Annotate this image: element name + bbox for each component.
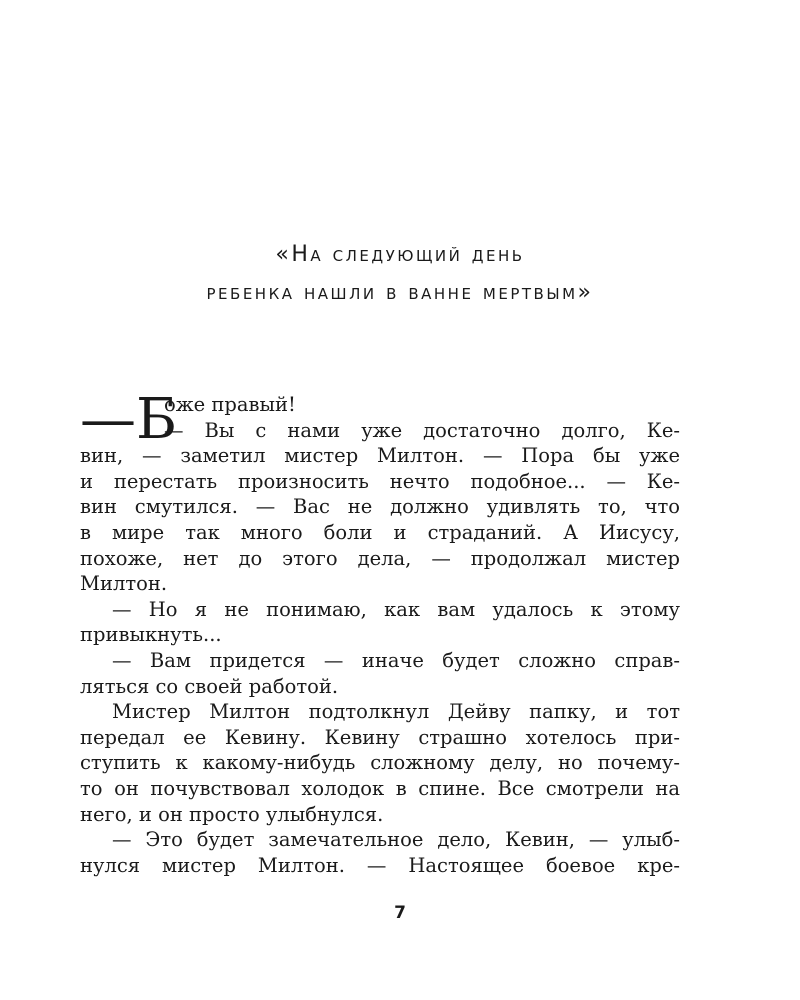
text-line: вин, — заметил мистер Милтон. — Пора бы уже (80, 444, 680, 468)
drop-cap-block (80, 387, 680, 452)
text-line: — Вы с нами уже достаточно долго, Ке- (164, 418, 680, 442)
text-line: передал ее Кевину. Кевину страшно хотелось при- (80, 725, 680, 749)
text-line: — Вам придется — иначе будет сложно справ- (112, 648, 680, 672)
text-line: Мистер Милтон подтолкнул Дейву папку, и тот (112, 700, 680, 724)
text-line: в мире так много боли и страданий. А Иисусу, (80, 520, 680, 544)
text-line: похоже, нет до этого дела, — продолжал мистер (80, 546, 680, 570)
text-line: оже правый! (164, 393, 296, 416)
drop-cap: —Б (80, 387, 178, 452)
text-line: ляться со своей работой. (80, 674, 339, 698)
text-line: то он почувствовал холодок в спине. Все смотрели на (80, 776, 680, 800)
chapter-title-line-1: «На следующий день (275, 242, 525, 267)
text-line: — Это будет замечательное дело, Кевин, — улыб- (112, 828, 680, 852)
text-line: нулся мистер Милтон. — Настоящее боевое кре- (80, 853, 680, 877)
text-line: привыкнуть... (80, 623, 222, 647)
text-line: ступить к какому-нибудь сложному делу, но почему- (80, 751, 680, 775)
chapter-title (0, 236, 800, 312)
text-line: — Но я не понимаю, как вам удалось к этому (112, 597, 680, 621)
text-line: и перестать произносить нечто подобное... — Ке- (80, 469, 680, 493)
text-line: Милтон. (80, 572, 168, 596)
text-line: него, и он просто улыбнулся. (80, 802, 384, 826)
body-text (80, 387, 680, 878)
text-line: вин смутился. — Вас не должно удивлять то, что (80, 495, 680, 519)
chapter-title-line-2: ребенка нашли в ванне мертвым» (206, 280, 594, 305)
page-number: 7 (394, 903, 406, 923)
